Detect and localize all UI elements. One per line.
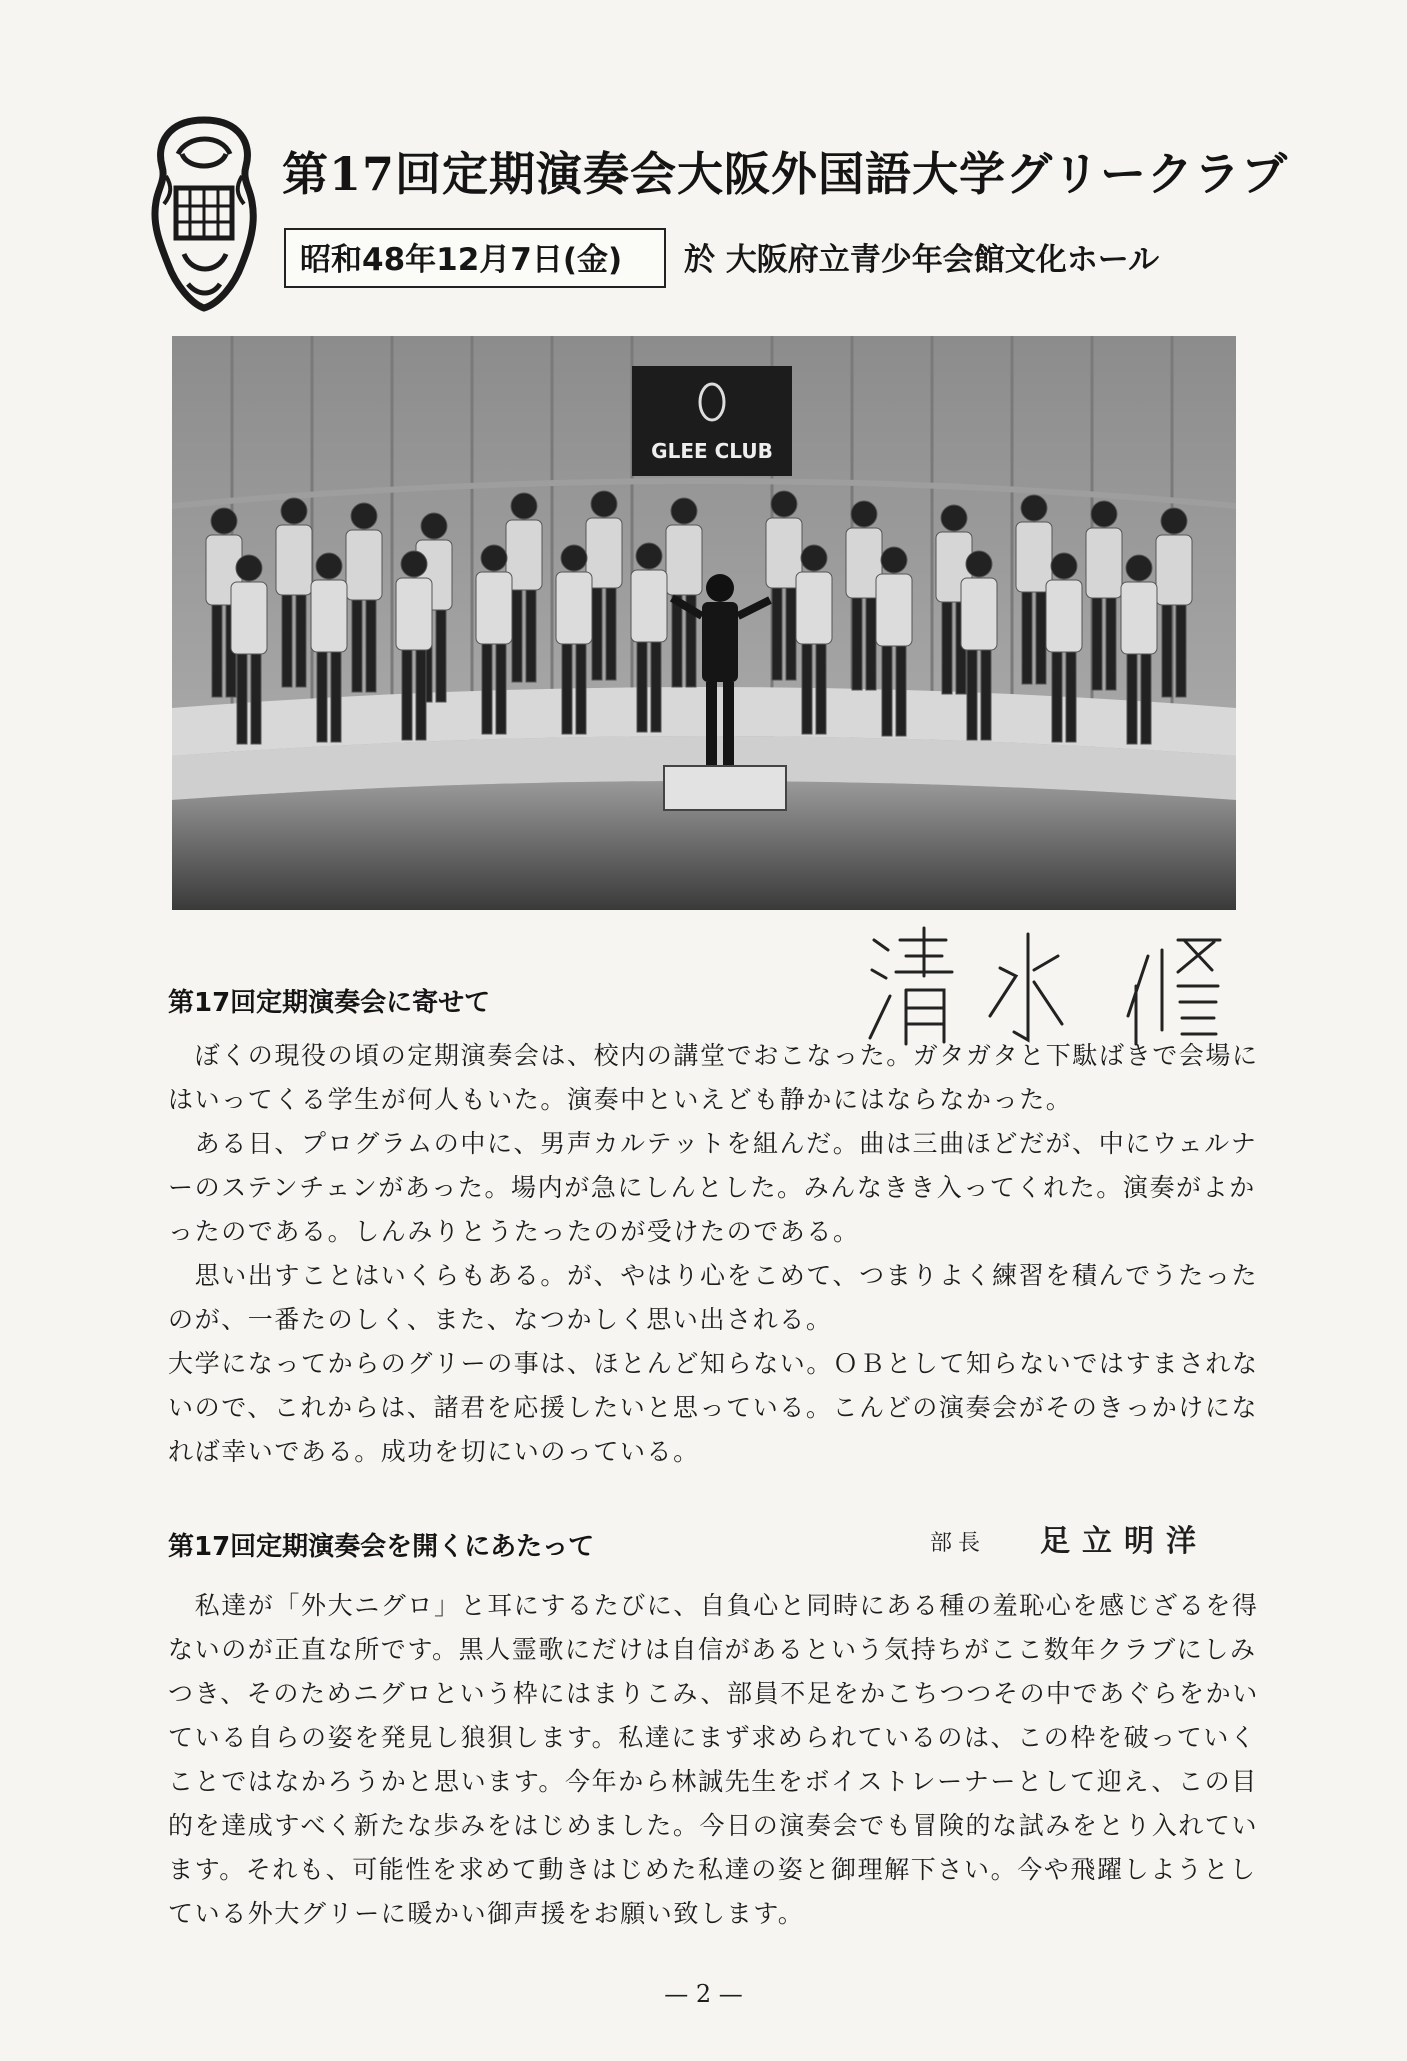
paragraph: ぼくの現役の頃の定期演奏会は、校内の講堂でおこなった。ガタガタと下駄ばきで会場にはいってくる学生が何人もいた。演奏中といえども静かにはならなかった。: [168, 1041, 1259, 1114]
page-number: — 2 —: [664, 1980, 743, 2008]
handwritten-signature-icon: [866, 920, 1246, 1050]
banner-text: GLEE CLUB: [651, 439, 773, 463]
paragraph: 私達が「外大ニグロ」と耳にするたびに、自負心と同時にある種の羞恥心を感じざるを得ないのが正直な所です。黒人霊歌にだけは自信があるという気持ちがここ数年クラブにしみつき、そのためニグロという枠にはまりこみ、部員不足をかこちつつその中であぐらをかいている自らの姿を発見し狼狽します。私達にまず求められているのは、この枠を破っていくことではなかろうかと思います。今年から林誠先生をボイストレーナーとして迎え、この目的を達成すべく新たな歩みをはじめました。今日の演奏会でも冒険的な試みをとり入れています。それも、可能性を求めて動きはじめた私達の姿と御理解下さい。今や飛躍しようとしている外大グリーに暖かい御声援をお願い致します。: [168, 1591, 1259, 1928]
author-role: 部長: [930, 1531, 987, 1556]
section-heading-dedication: 第17回定期演奏会に寄せて: [168, 988, 491, 1018]
concert-date: 昭和48年12月7日(金): [300, 242, 623, 278]
choir-photo: [172, 336, 1236, 910]
program-title: 第17回定期演奏会大阪外国語大学グリークラブ: [282, 147, 1289, 201]
section-heading-opening: 第17回定期演奏会を開くにあたって: [168, 1532, 595, 1562]
glee-club-emblem-icon: [148, 114, 260, 314]
paragraph: 大学になってからのグリーの事は、ほとんど知らない。ＯＢとして知らないではすまされないので、これからは、諸君を応援したいと思っている。こんどの演奏会がそのきっかけになれば幸いである。成功を切にいのっている。: [168, 1349, 1259, 1466]
author-name: 足立明洋: [1040, 1524, 1208, 1559]
concert-venue: 於 大阪府立青少年会館文化ホール: [684, 242, 1160, 278]
paragraph: 思い出すことはいくらもある。が、やはり心をこめて、つまりよく練習を積んでうたったのが、一番たのしく、また、なつかしく思い出される。: [168, 1261, 1259, 1334]
paragraph: ある日、プログラムの中に、男声カルテットを組んだ。曲は三曲ほどだが、中にウェルナーのステンチェンがあった。場内が急にしんとした。みんなきき入ってくれた。演奏がよかったのである。しんみりとうたったのが受けたのである。: [168, 1129, 1258, 1246]
